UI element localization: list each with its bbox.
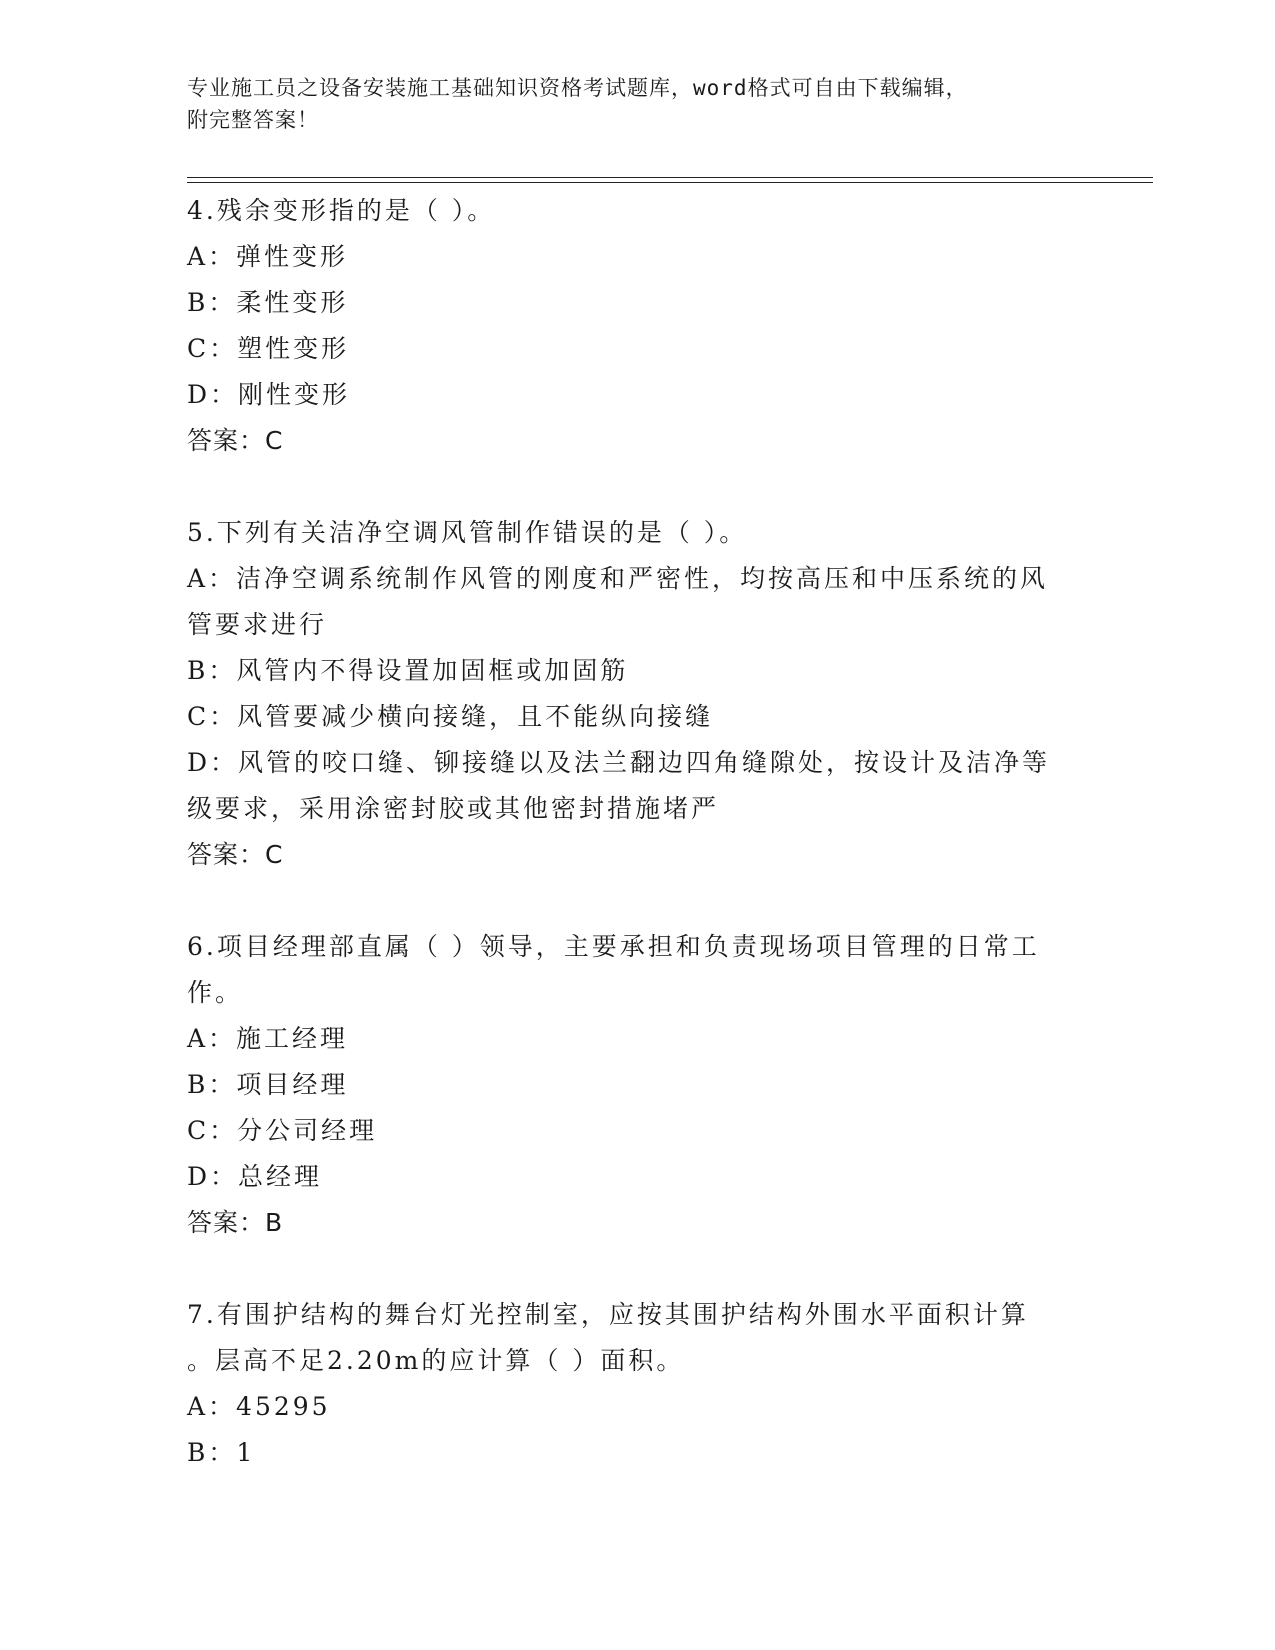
answer-option: B：柔性变形 xyxy=(187,288,349,317)
question-stem: 6.项目经理部直属（ ）领导，主要承担和负责现场项目管理的日常工 xyxy=(187,932,1040,961)
question-stem: 4.残余变形指的是（ ）。 xyxy=(187,196,496,225)
answer-option: B：项目经理 xyxy=(187,1070,349,1099)
answer-option: C：塑性变形 xyxy=(187,334,350,363)
answer-key: 答案：C xyxy=(187,840,284,869)
answer-option: A：45295 xyxy=(187,1392,331,1421)
answer-option: A：弹性变形 xyxy=(187,242,349,271)
answer-key: 答案：B xyxy=(187,1208,284,1237)
answer-key: 答案：C xyxy=(187,426,284,455)
answer-option: D：总经理 xyxy=(187,1162,323,1191)
answer-option: 级要求，采用涂密封胶或其他密封措施堵严 xyxy=(187,794,720,823)
answer-option: C：分公司经理 xyxy=(187,1116,378,1145)
header-divider-bottom xyxy=(187,182,1153,183)
answer-option: B：1 xyxy=(187,1438,256,1467)
question-block xyxy=(187,510,1082,878)
question-block xyxy=(187,188,1082,464)
answer-option: A：施工经理 xyxy=(187,1024,349,1053)
question-stem: 5.下列有关洁净空调风管制作错误的是（ ）。 xyxy=(187,518,748,547)
answer-option: D：风管的咬口缝、铆接缝以及法兰翻边四角缝隙处，按设计及洁净等 xyxy=(187,748,1051,777)
answer-option: 管要求进行 xyxy=(187,610,328,639)
header-divider-top xyxy=(187,177,1153,178)
answer-option: D：刚性变形 xyxy=(187,380,351,409)
question-list xyxy=(187,188,1082,1476)
document-header xyxy=(187,72,1087,136)
header-title-line-1: 专业施工员之设备安装施工基础知识资格考试题库，word格式可自由下载编辑， xyxy=(187,76,968,100)
header-title-line-2: 附完整答案！ xyxy=(187,108,319,132)
question-stem: 。层高不足2.20m的应计算（ ）面积。 xyxy=(187,1346,685,1375)
question-stem: 7.有围护结构的舞台灯光控制室，应按其围护结构外围水平面积计算 xyxy=(187,1300,1029,1329)
question-block xyxy=(187,924,1082,1246)
answer-option: A：洁净空调系统制作风管的刚度和严密性，均按高压和中压系统的风 xyxy=(187,564,1049,593)
answer-option: C：风管要减少横向接缝，且不能纵向接缝 xyxy=(187,702,714,731)
answer-option: B：风管内不得设置加固框或加固筋 xyxy=(187,656,629,685)
question-block xyxy=(187,1292,1082,1476)
question-stem: 作。 xyxy=(187,978,244,1007)
